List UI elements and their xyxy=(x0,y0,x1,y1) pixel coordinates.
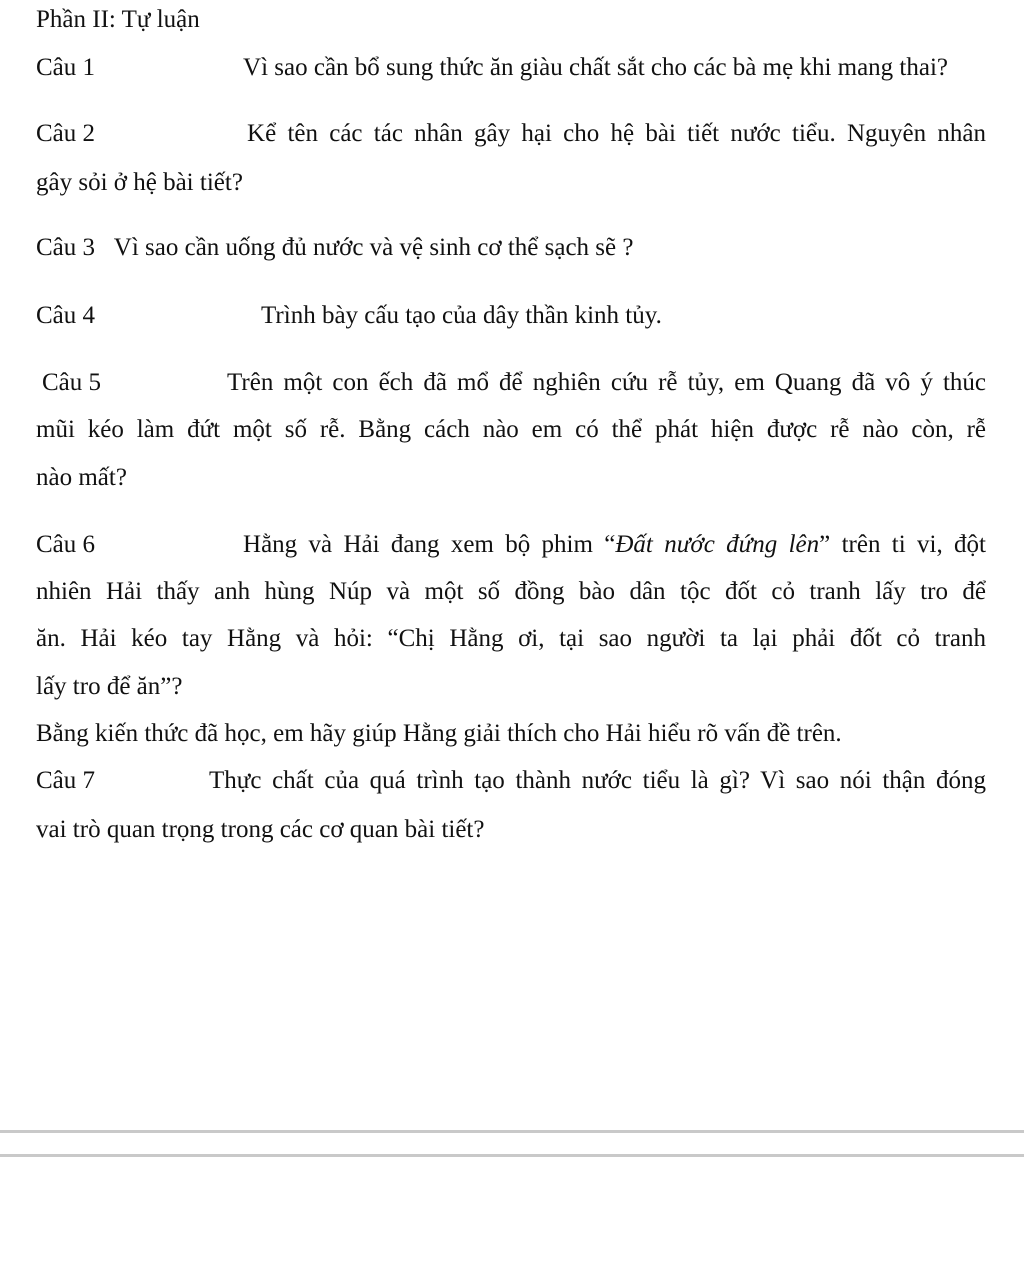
next-page-area xyxy=(0,1157,1024,1280)
question-5-label: Câu 5 xyxy=(42,369,102,396)
question-5-text-line-1: Trên một con ếch đã mổ để nghiên cứu rễ tủy, em Quang đã vô ý thúc xyxy=(227,369,986,396)
section-title: Phần II: Tự luận xyxy=(36,6,200,33)
question-2 xyxy=(36,119,986,149)
question-6-text-post: ” trên ti vi, đột xyxy=(819,531,986,558)
question-1-text: Vì sao cần bổ sung thức ăn giàu chất sắt cho các bà mẹ khi mang thai? xyxy=(243,54,949,81)
question-6 xyxy=(36,530,986,560)
question-6-label: Câu 6 xyxy=(36,531,96,558)
question-6-text-line-3: ăn. Hải kéo tay Hằng và hỏi: “Chị Hằng ơi, tại sao người ta lại phải đốt cỏ tranh xyxy=(36,625,986,652)
question-7-text-line-1: Thực chất của quá trình tạo thành nước tiểu là gì? Vì sao nói thận đóng xyxy=(209,767,986,794)
question-7 xyxy=(36,766,986,796)
question-1 xyxy=(36,53,986,83)
question-5-text-line-3: nào mất? xyxy=(36,464,127,491)
question-4 xyxy=(36,301,986,331)
question-2-label: Câu 2 xyxy=(36,120,96,147)
question-5 xyxy=(42,368,986,398)
question-2-text-line-1: Kể tên các tác nhân gây hại cho hệ bài tiết nước tiểu. Nguyên nhân xyxy=(247,120,986,147)
question-6-text-line-4: lấy tro để ăn”? xyxy=(36,673,183,700)
question-6-text-line-5: Bằng kiến thức đã học, em hãy giúp Hằng giải thích cho Hải hiểu rõ vấn đề trên. xyxy=(36,720,842,747)
question-6-text-pre: Hằng và Hải đang xem bộ phim “ xyxy=(243,531,616,558)
film-title: Đất nước đứng lên xyxy=(615,531,820,558)
question-1-label: Câu 1 xyxy=(36,54,96,81)
question-3-label: Câu 3 xyxy=(36,234,96,261)
question-2-text-line-2: gây sỏi ở hệ bài tiết? xyxy=(36,169,243,196)
page-divider-top xyxy=(0,1130,1024,1133)
question-5-text-line-2: mũi kéo làm đứt một số rễ. Bằng cách nào em có thể phát hiện được rễ nào còn, rễ xyxy=(36,416,986,443)
question-4-label: Câu 4 xyxy=(36,302,96,329)
question-3 xyxy=(36,233,986,263)
question-7-text-line-2: vai trò quan trọng trong các cơ quan bài tiết? xyxy=(36,816,485,843)
question-3-text: Vì sao cần uống đủ nước và vệ sinh cơ thể sạch sẽ ? xyxy=(113,234,634,261)
question-6-text-line-2: nhiên Hải thấy anh hùng Núp và một số đồng bào dân tộc đốt cỏ tranh lấy tro để xyxy=(36,578,986,605)
question-7-label: Câu 7 xyxy=(36,767,96,794)
question-4-text: Trình bày cấu tạo của dây thần kinh tủy. xyxy=(261,302,662,329)
